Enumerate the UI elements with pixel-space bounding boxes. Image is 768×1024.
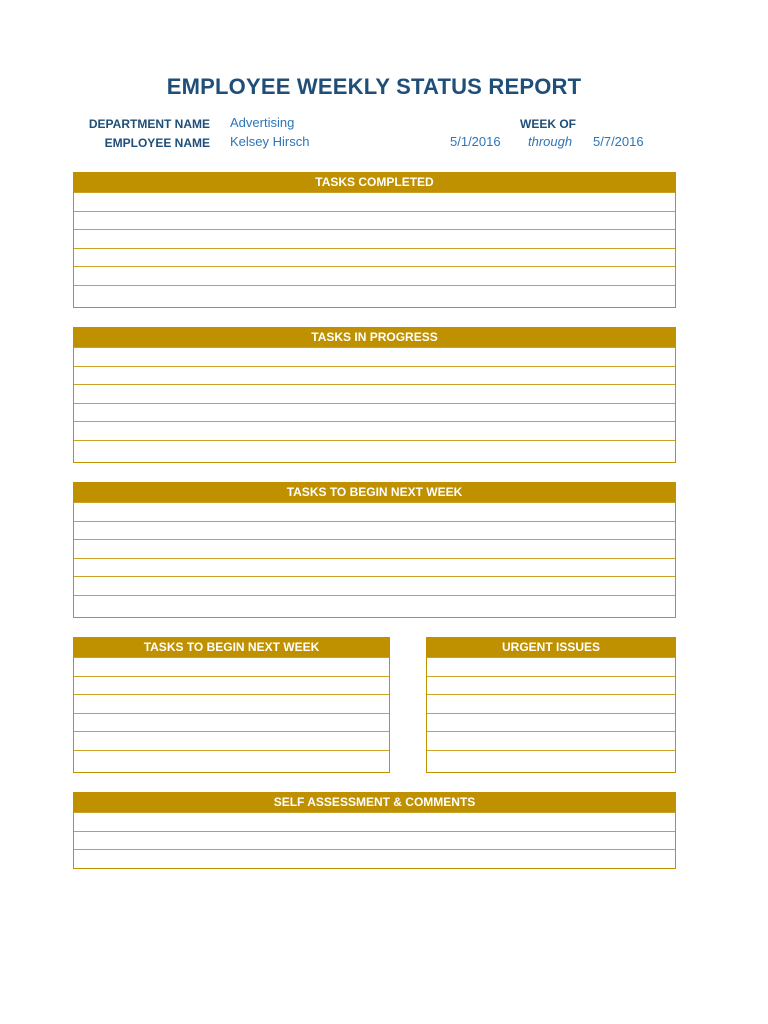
report-title: EMPLOYEE WEEKLY STATUS REPORT (166, 74, 582, 99)
tasks-next-week-small-header: TASKS TO BEGIN NEXT WEEK (74, 638, 389, 657)
table-row[interactable] (74, 713, 389, 732)
self-assessment-section (73, 792, 676, 869)
table-row[interactable] (74, 595, 675, 614)
week-of-label: WEEK OF (520, 117, 576, 131)
tasks-in-progress-header: TASKS IN PROGRESS (74, 328, 675, 347)
self-assessment-header: SELF ASSESSMENT & COMMENTS (74, 793, 675, 812)
tasks-in-progress-section (73, 327, 676, 463)
tasks-next-week-header: TASKS TO BEGIN NEXT WEEK (74, 483, 675, 502)
table-row[interactable] (427, 694, 675, 713)
table-row[interactable] (427, 731, 675, 750)
table-row[interactable] (74, 421, 675, 440)
table-row[interactable] (74, 384, 675, 403)
week-end-value[interactable]: 5/7/2016 (593, 134, 644, 149)
table-row[interactable] (74, 657, 389, 676)
table-row[interactable] (74, 750, 389, 769)
department-value[interactable]: Advertising (230, 115, 295, 130)
tasks-next-week-small-section (73, 637, 390, 773)
table-row[interactable] (74, 812, 675, 831)
table-row[interactable] (74, 539, 675, 558)
table-row[interactable] (74, 285, 675, 304)
table-row[interactable] (74, 694, 389, 713)
table-row[interactable] (74, 731, 389, 750)
table-row[interactable] (74, 440, 675, 459)
employee-value[interactable]: Kelsey Hirsch (230, 134, 310, 149)
tasks-completed-header: TASKS COMPLETED (74, 173, 675, 192)
table-row[interactable] (74, 521, 675, 540)
table-row[interactable] (74, 248, 675, 267)
table-row[interactable] (74, 849, 675, 868)
tasks-completed-section (73, 172, 676, 308)
tasks-next-week-section (73, 482, 676, 618)
urgent-issues-section (426, 637, 676, 773)
table-row[interactable] (74, 229, 675, 248)
urgent-issues-header: URGENT ISSUES (427, 638, 675, 657)
table-row[interactable] (74, 676, 389, 695)
table-row[interactable] (74, 502, 675, 521)
table-row[interactable] (427, 657, 675, 676)
table-row[interactable] (74, 366, 675, 385)
table-row[interactable] (74, 211, 675, 230)
table-row[interactable] (74, 576, 675, 595)
table-row[interactable] (427, 676, 675, 695)
table-row[interactable] (74, 347, 675, 366)
employee-label: EMPLOYEE NAME (104, 136, 210, 150)
week-start-value[interactable]: 5/1/2016 (450, 134, 501, 149)
table-row[interactable] (74, 831, 675, 850)
department-label: DEPARTMENT NAME (88, 117, 210, 131)
table-row[interactable] (74, 403, 675, 422)
through-label: through (528, 134, 573, 149)
table-row[interactable] (427, 750, 675, 769)
table-row[interactable] (427, 713, 675, 732)
table-row[interactable] (74, 266, 675, 285)
table-row[interactable] (74, 558, 675, 577)
table-row[interactable] (74, 192, 675, 211)
